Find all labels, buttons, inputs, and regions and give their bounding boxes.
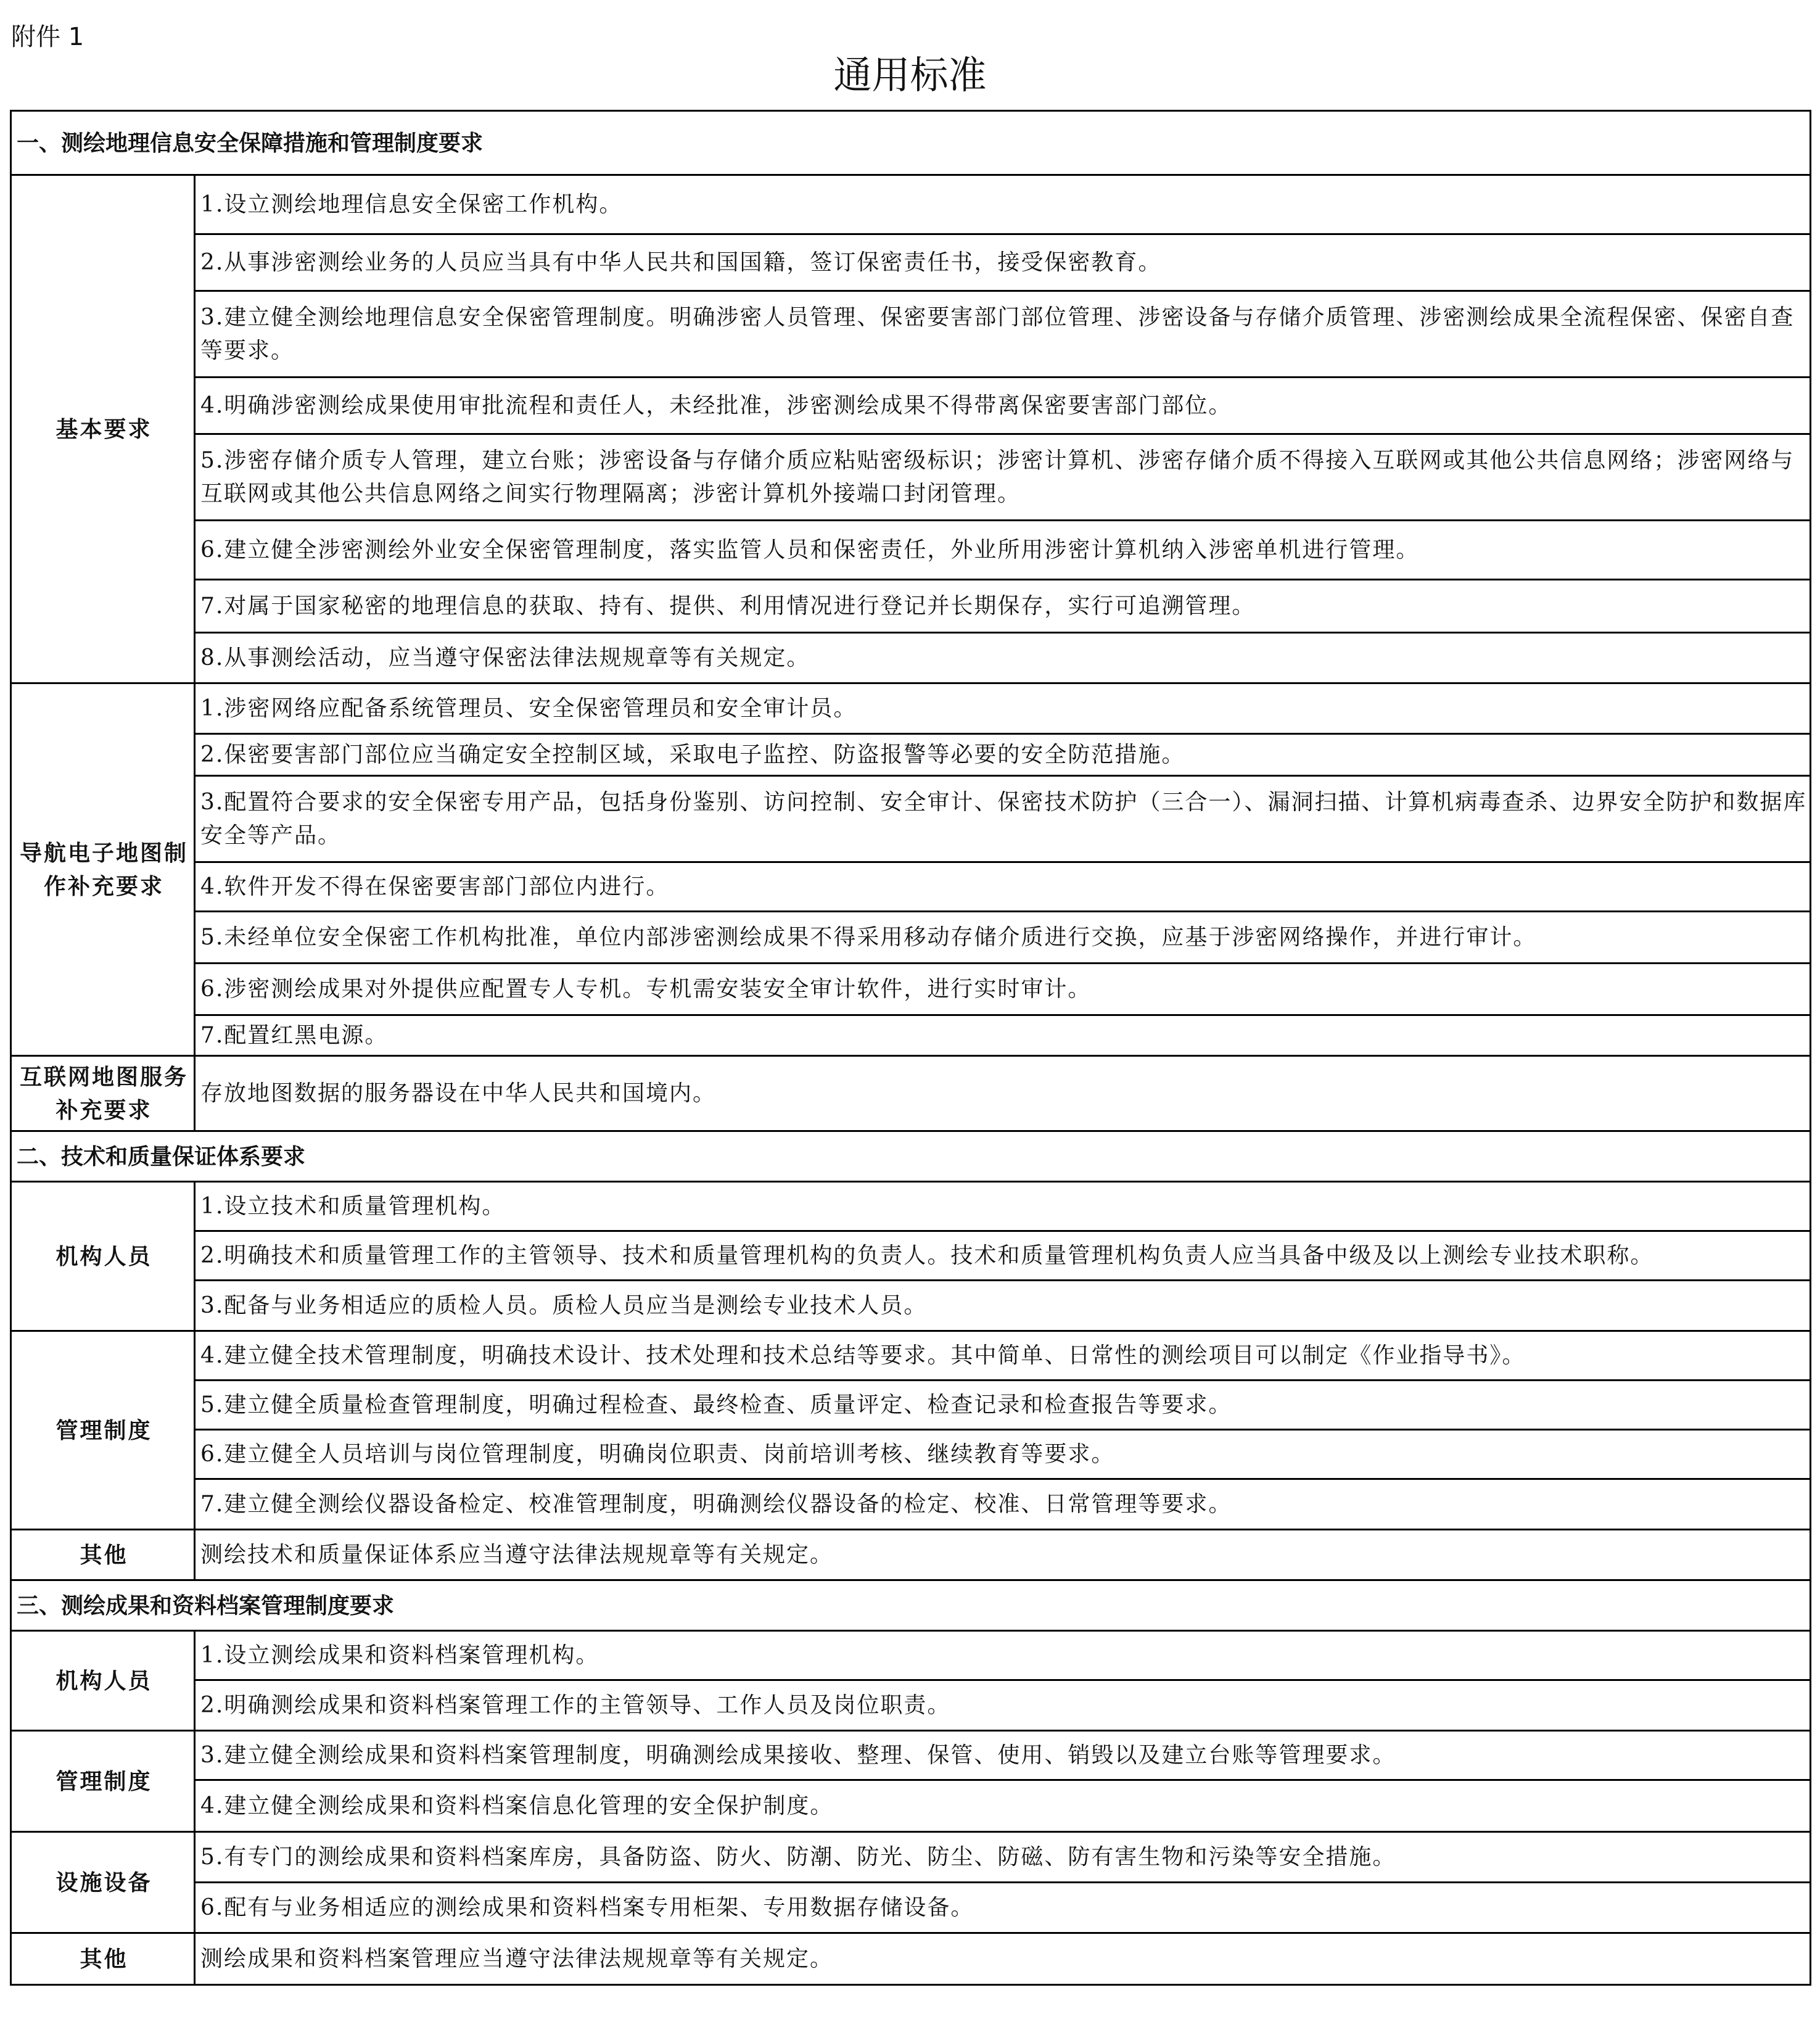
requirement-cell: 5.建立健全质量检查管理制度，明确过程检查、最终检查、质量评定、检查记录和检查报告等要求。 xyxy=(195,1381,1811,1430)
table-row xyxy=(11,1231,1811,1281)
table-row xyxy=(11,1883,1811,1933)
requirement-cell: 3.建立健全测绘成果和资料档案管理制度，明确测绘成果接收、整理、保管、使用、销毁以及建立台账等管理要求。 xyxy=(195,1731,1811,1780)
table-row xyxy=(11,175,1811,234)
section-header-row xyxy=(11,1131,1811,1182)
table-row xyxy=(11,1479,1811,1530)
section-title: 三、测绘成果和资料档案管理制度要求 xyxy=(11,1580,1811,1631)
requirement-cell: 4.明确涉密测绘成果使用审批流程和责任人，未经批准，涉密测绘成果不得带离保密要害部门部位。 xyxy=(195,378,1811,434)
requirement-cell: 6.建立健全涉密测绘外业安全保密管理制度，落实监管人员和保密责任，外业所用涉密计算机纳入涉密单机进行管理。 xyxy=(195,521,1811,580)
section-header-row xyxy=(11,111,1811,175)
requirement-cell: 1.设立测绘地理信息安全保密工作机构。 xyxy=(195,175,1811,234)
table-row xyxy=(11,1331,1811,1381)
section-title: 一、测绘地理信息安全保障措施和管理制度要求 xyxy=(11,111,1811,175)
requirement-cell: 8.从事测绘活动，应当遵守保密法律法规规章等有关规定。 xyxy=(195,633,1811,683)
table-row xyxy=(11,1530,1811,1580)
table-row xyxy=(11,234,1811,291)
table-row xyxy=(11,1780,1811,1832)
requirement-cell: 6.建立健全人员培训与岗位管理制度，明确岗位职责、岗前培训考核、继续教育等要求。 xyxy=(195,1430,1811,1479)
table-row xyxy=(11,1015,1811,1056)
requirement-cell: 4.软件开发不得在保密要害部门部位内进行。 xyxy=(195,862,1811,912)
table-row xyxy=(11,1832,1811,1883)
requirement-cell: 6.涉密测绘成果对外提供应配置专人专机。专机需安装安全审计软件，进行实时审计。 xyxy=(195,964,1811,1015)
table-row xyxy=(11,683,1811,734)
table-row xyxy=(11,1680,1811,1731)
requirement-cell: 2.保密要害部门部位应当确定安全控制区域，采取电子监控、防盗报警等必要的安全防范措施。 xyxy=(195,734,1811,776)
category-cell: 其他 xyxy=(11,1933,195,1985)
table-row xyxy=(11,521,1811,580)
table-row xyxy=(11,1430,1811,1479)
requirement-cell: 2.明确技术和质量管理工作的主管领导、技术和质量管理机构的负责人。技术和质量管理机构负责人应当具备中级及以上测绘专业技术职称。 xyxy=(195,1231,1811,1281)
category-cell: 设施设备 xyxy=(11,1832,195,1933)
category-cell: 基本要求 xyxy=(11,175,195,683)
table-row xyxy=(11,1631,1811,1680)
requirement-cell: 7.配置红黑电源。 xyxy=(195,1015,1811,1056)
requirement-cell: 4.建立健全测绘成果和资料档案信息化管理的安全保护制度。 xyxy=(195,1780,1811,1832)
requirement-cell: 3.配备与业务相适应的质检人员。质检人员应当是测绘专业技术人员。 xyxy=(195,1281,1811,1331)
category-cell: 互联网地图服务补充要求 xyxy=(11,1056,195,1131)
requirement-cell: 7.对属于国家秘密的地理信息的获取、持有、提供、利用情况进行登记并长期保存，实行可追溯管理。 xyxy=(195,580,1811,633)
table-row xyxy=(11,1381,1811,1430)
table-row xyxy=(11,1281,1811,1331)
document-title: 通用标准 xyxy=(833,52,987,97)
table-row xyxy=(11,862,1811,912)
table-row xyxy=(11,1056,1811,1131)
attachment-label: 附件 1 xyxy=(11,23,84,51)
requirement-cell: 1.涉密网络应配备系统管理员、安全保密管理员和安全审计员。 xyxy=(195,683,1811,734)
table-row xyxy=(11,1182,1811,1231)
table-row xyxy=(11,378,1811,434)
table-row xyxy=(11,580,1811,633)
table-row xyxy=(11,1731,1811,1780)
requirement-cell: 测绘技术和质量保证体系应当遵守法律法规规章等有关规定。 xyxy=(195,1530,1811,1580)
table-row xyxy=(11,964,1811,1015)
requirement-cell: 2.从事涉密测绘业务的人员应当具有中华人民共和国国籍，签订保密责任书，接受保密教育。 xyxy=(195,234,1811,291)
category-cell: 机构人员 xyxy=(11,1182,195,1331)
section-header-row xyxy=(11,1580,1811,1631)
category-cell: 其他 xyxy=(11,1530,195,1580)
requirement-cell: 3.配置符合要求的安全保密专用产品，包括身份鉴别、访问控制、安全审计、保密技术防护（三合一）、漏洞扫描、计算机病毒查杀、边界安全防护和数据库安全等产品。 xyxy=(195,776,1811,862)
requirement-cell: 测绘成果和资料档案管理应当遵守法律法规规章等有关规定。 xyxy=(195,1933,1811,1985)
table-row xyxy=(11,1933,1811,1985)
requirement-cell: 5.有专门的测绘成果和资料档案库房，具备防盗、防火、防潮、防光、防尘、防磁、防有害生物和污染等安全措施。 xyxy=(195,1832,1811,1883)
table-row xyxy=(11,776,1811,862)
table-row xyxy=(11,633,1811,683)
requirement-cell: 4.建立健全技术管理制度，明确技术设计、技术处理和技术总结等要求。其中简单、日常性的测绘项目可以制定《作业指导书》。 xyxy=(195,1331,1811,1381)
section-title: 二、技术和质量保证体系要求 xyxy=(11,1131,1811,1182)
table-row xyxy=(11,434,1811,521)
requirement-cell: 5.涉密存储介质专人管理，建立台账；涉密设备与存储介质应粘贴密级标识；涉密计算机、涉密存储介质不得接入互联网或其他公共信息网络；涉密网络与互联网或其他公共信息网络之间实行物理隔离；涉密计算机外接端口封闭管理。 xyxy=(195,434,1811,521)
requirement-cell: 6.配有与业务相适应的测绘成果和资料档案专用柜架、专用数据存储设备。 xyxy=(195,1883,1811,1933)
requirement-cell: 3.建立健全测绘地理信息安全保密管理制度。明确涉密人员管理、保密要害部门部位管理、涉密设备与存储介质管理、涉密测绘成果全流程保密、保密自查等要求。 xyxy=(195,291,1811,378)
table-row xyxy=(11,734,1811,776)
standards-table xyxy=(10,110,1811,1986)
category-cell: 导航电子地图制作补充要求 xyxy=(11,683,195,1056)
table-row xyxy=(11,912,1811,964)
requirement-cell: 1.设立技术和质量管理机构。 xyxy=(195,1182,1811,1231)
requirement-cell: 7.建立健全测绘仪器设备检定、校准管理制度，明确测绘仪器设备的检定、校准、日常管理等要求。 xyxy=(195,1479,1811,1530)
table-row xyxy=(11,291,1811,378)
requirement-cell: 5.未经单位安全保密工作机构批准，单位内部涉密测绘成果不得采用移动存储介质进行交换，应基于涉密网络操作，并进行审计。 xyxy=(195,912,1811,964)
requirement-cell: 1.设立测绘成果和资料档案管理机构。 xyxy=(195,1631,1811,1680)
category-cell: 机构人员 xyxy=(11,1631,195,1731)
requirement-cell: 2.明确测绘成果和资料档案管理工作的主管领导、工作人员及岗位职责。 xyxy=(195,1680,1811,1731)
category-cell: 管理制度 xyxy=(11,1331,195,1530)
category-cell: 管理制度 xyxy=(11,1731,195,1832)
requirement-cell: 存放地图数据的服务器设在中华人民共和国境内。 xyxy=(195,1056,1811,1131)
